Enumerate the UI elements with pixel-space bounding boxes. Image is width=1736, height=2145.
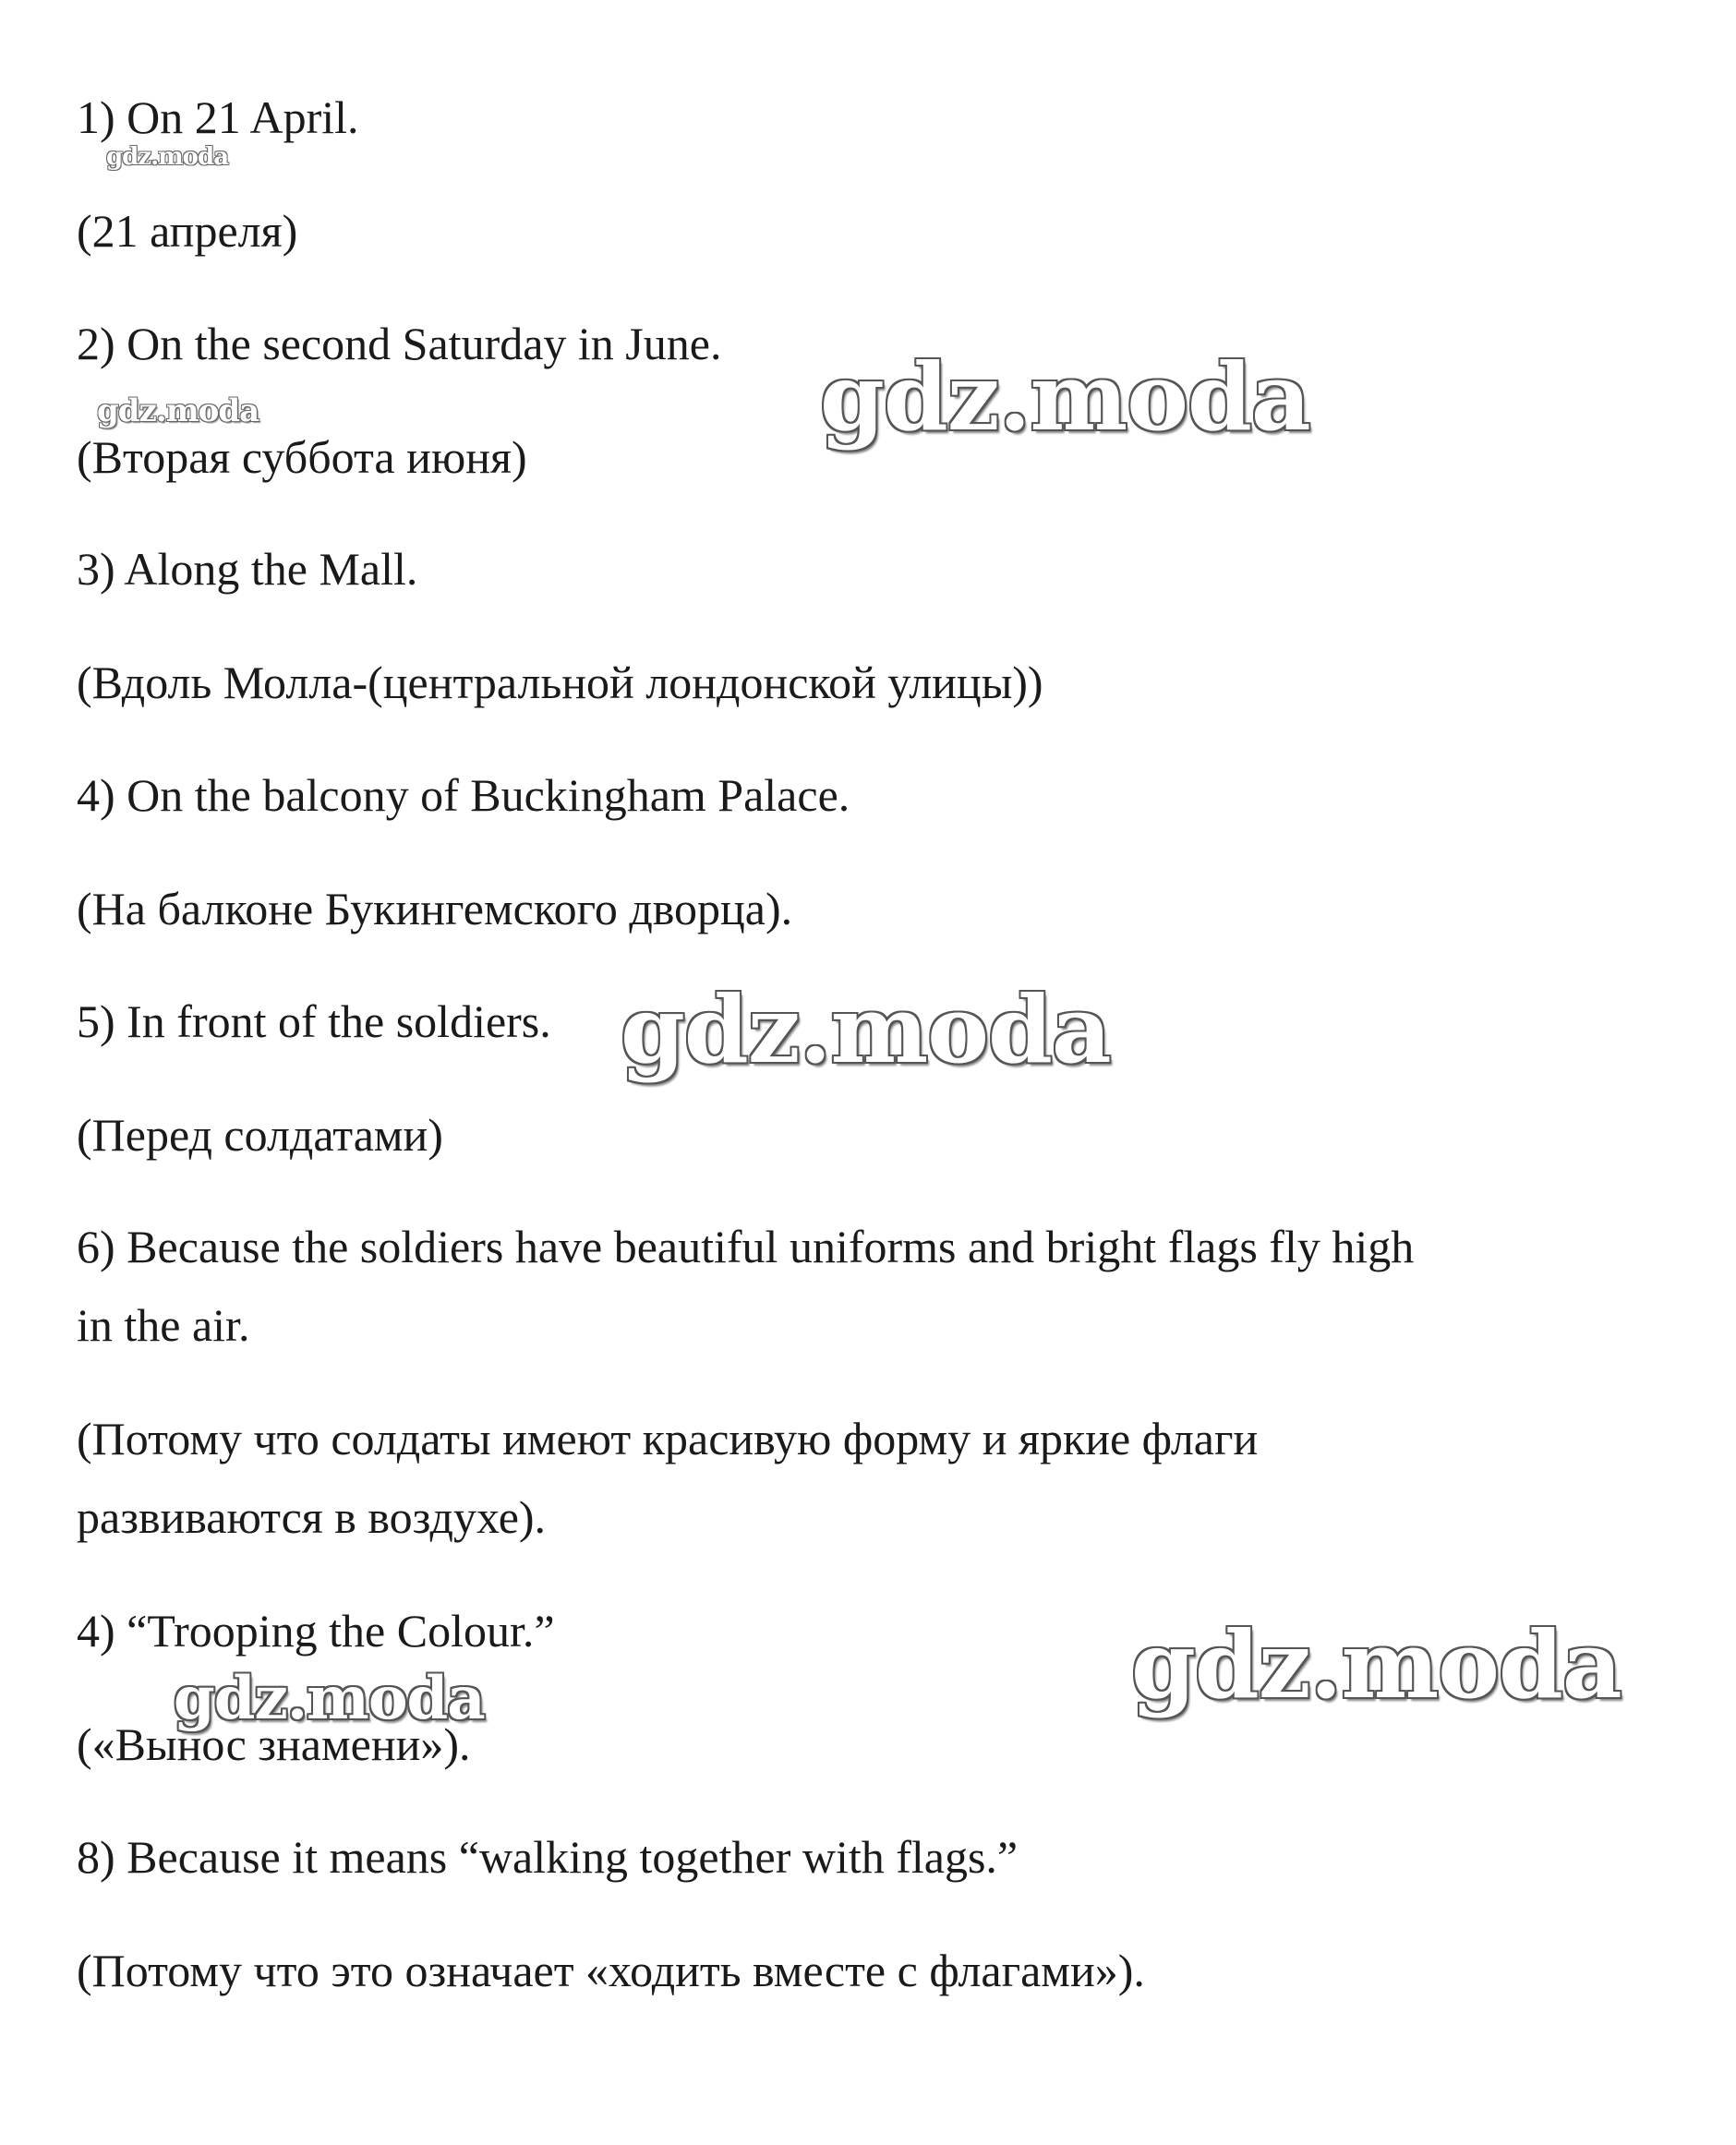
translation-3: (Вдоль Молла-(центральной лондонской улицы)) [77, 657, 1043, 708]
watermark-large-1: gdz.moda [820, 343, 1310, 452]
watermark-small-1: gdz.moda [106, 143, 229, 171]
answer-4: 4) On the balcony of Buckingham Palace. [77, 769, 850, 821]
answer-1: 1) On 21 April. [77, 91, 359, 143]
answer-3: 3) Along the Mall. [77, 543, 418, 595]
watermark-large-3: gdz.moda [1131, 1610, 1621, 1719]
watermark-large-2: gdz.moda [621, 975, 1111, 1084]
watermark-small-2: gdz.moda [97, 392, 259, 429]
translation-7: («Вынос знамени»). [77, 1718, 471, 1770]
answer-7: 4) “Trooping the Colour.” [77, 1605, 555, 1657]
translation-4: (На балконе Букингемского дворца). [77, 883, 793, 934]
translation-6-line-2: развиваются в воздухе). [77, 1491, 547, 1543]
translation-6-line-1: (Потому что солдаты имеют красивую форму и яркие флаги [77, 1413, 1259, 1464]
translation-1: (21 апреля) [77, 205, 298, 257]
answer-5: 5) In front of the soldiers. [77, 995, 551, 1047]
answer-8: 8) Because it means “walking together with flags.” [77, 1831, 1019, 1883]
answer-6-line-1: 6) Because the soldiers have beautiful uniforms and bright flags fly high [77, 1221, 1415, 1272]
answer-6-line-2: in the air. [77, 1299, 250, 1351]
answer-2: 2) On the second Saturday in June. [77, 318, 722, 369]
translation-8: (Потому что это означает «ходить вместе с флагами»). [77, 1945, 1145, 1996]
translation-2: (Вторая суббота июня) [77, 431, 527, 483]
watermark-medium-1: gdz.moda [174, 1664, 485, 1733]
translation-5: (Перед солдатами) [77, 1109, 443, 1161]
